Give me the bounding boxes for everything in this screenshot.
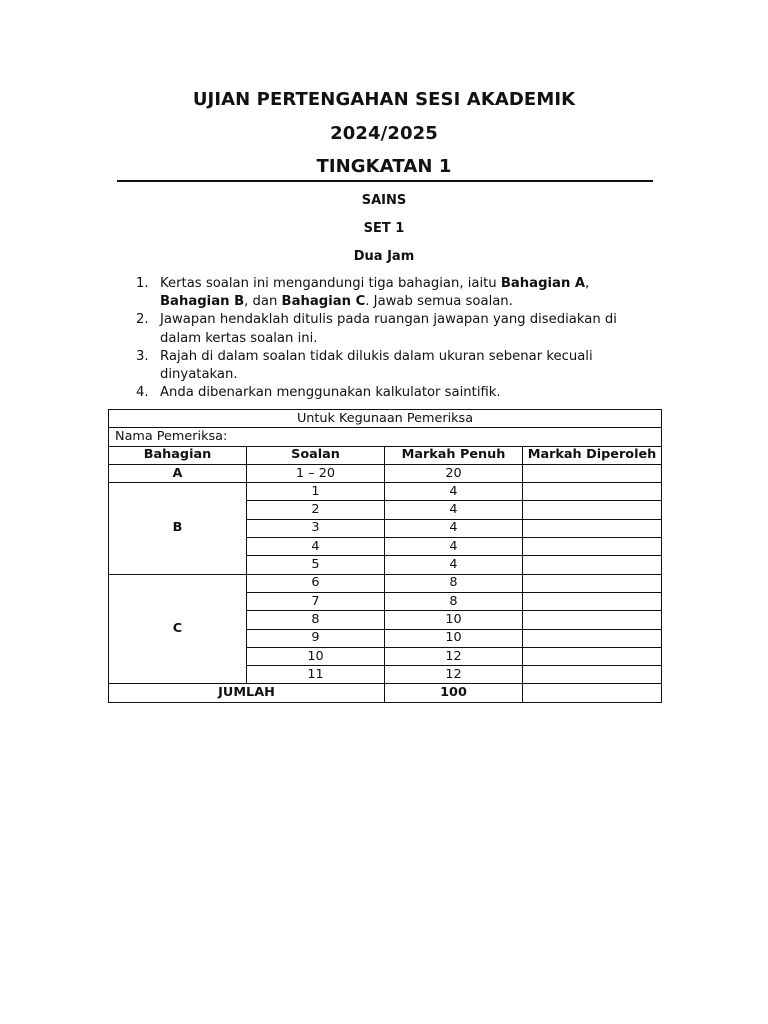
- full-marks: 10: [385, 611, 523, 629]
- question-number: 9: [247, 629, 385, 647]
- question-number: 4: [247, 538, 385, 556]
- instruction-bold-text: Bahagian A: [500, 276, 586, 291]
- obtained-marks: [523, 483, 662, 501]
- total-full-marks: 100: [385, 684, 523, 702]
- obtained-marks: [523, 592, 662, 610]
- obtained-marks: [523, 519, 662, 537]
- instruction-number: 4.: [136, 385, 149, 401]
- instruction-text: [160, 311, 656, 347]
- academic-year: 2024/2025: [330, 123, 438, 144]
- header-row: [109, 446, 662, 464]
- column-header: Soalan: [247, 446, 385, 464]
- total-label: JUMLAH: [109, 684, 385, 702]
- instruction-text-part: Anda dibenarkan menggunakan kalkulator saintifik.: [160, 385, 501, 401]
- marks-table: [108, 409, 662, 703]
- total-row: [109, 684, 662, 702]
- question-number: 6: [247, 574, 385, 592]
- instruction-text-part: Kertas soalan ini mengandungi tiga bahagian, iaitu: [160, 276, 501, 291]
- table-caption: Untuk Kegunaan Pemeriksa: [109, 410, 662, 428]
- obtained-marks: [523, 574, 662, 592]
- full-marks: 4: [385, 483, 523, 501]
- question-number: 8: [247, 611, 385, 629]
- instruction-number: 2.: [136, 312, 149, 328]
- instruction-text-part: , dan: [244, 294, 282, 310]
- full-marks: 4: [385, 556, 523, 574]
- section-name: A: [109, 464, 247, 482]
- instruction-text: [160, 348, 656, 384]
- exam-title: UJIAN PERTENGAHAN SESI AKADEMIK: [192, 89, 576, 110]
- instruction-text-part: Jawapan hendaklah ditulis pada ruangan jawapan yang disediakan di dalam kertas soalan ini.: [160, 312, 617, 346]
- instruction-item: [136, 275, 656, 311]
- full-marks: 4: [385, 501, 523, 519]
- instruction-text: [160, 275, 656, 311]
- full-marks: 8: [385, 574, 523, 592]
- full-marks: 4: [385, 538, 523, 556]
- table-row: [109, 483, 662, 501]
- instruction-text-part: . Jawab semua soalan.: [365, 294, 513, 310]
- question-number: 1 – 20: [247, 464, 385, 482]
- instruction-number: 1.: [136, 276, 149, 291]
- column-header: Markah Penuh: [385, 446, 523, 464]
- instruction-text-part: Rajah di dalam soalan tidak dilukis dalam ukuran sebenar kecuali dinyatakan.: [160, 348, 593, 383]
- full-marks: 12: [385, 647, 523, 665]
- full-marks: 8: [385, 592, 523, 610]
- table-row: [109, 464, 662, 482]
- full-marks: 20: [385, 464, 523, 482]
- question-number: 5: [247, 556, 385, 574]
- title-divider: [117, 180, 653, 182]
- instructions-list: [136, 275, 656, 402]
- table-row: [109, 574, 662, 592]
- full-marks: 12: [385, 666, 523, 684]
- examiner-row: [109, 428, 662, 446]
- instruction-number: 3.: [136, 348, 149, 364]
- instruction-bold-text: Bahagian B: [160, 294, 245, 310]
- obtained-marks: [523, 611, 662, 629]
- instruction-item: [136, 348, 656, 384]
- caption-row: [109, 410, 662, 428]
- full-marks: 4: [385, 519, 523, 537]
- obtained-marks: [523, 556, 662, 574]
- obtained-marks: [523, 666, 662, 684]
- obtained-marks: [523, 629, 662, 647]
- question-number: 7: [247, 592, 385, 610]
- obtained-marks: [523, 538, 662, 556]
- subject-name: SAINS: [361, 193, 407, 208]
- obtained-marks: [523, 464, 662, 482]
- instruction-bold-text: Bahagian C: [281, 294, 366, 310]
- instruction-text: [160, 384, 656, 402]
- question-number: 11: [247, 666, 385, 684]
- instruction-text-part: ,: [585, 276, 590, 291]
- column-header: Bahagian: [109, 446, 247, 464]
- obtained-marks: [523, 501, 662, 519]
- total-obtained-marks: [523, 684, 662, 702]
- column-header: Markah Diperoleh: [523, 446, 662, 464]
- question-number: 2: [247, 501, 385, 519]
- instruction-item: [136, 311, 656, 347]
- duration: Dua Jam: [353, 249, 415, 264]
- section-name: C: [109, 574, 247, 684]
- question-number: 10: [247, 647, 385, 665]
- full-marks: 10: [385, 629, 523, 647]
- obtained-marks: [523, 647, 662, 665]
- examiner-name-label: Nama Pemeriksa:: [109, 428, 662, 446]
- instruction-item: [136, 384, 656, 402]
- set-label: SET 1: [363, 221, 405, 236]
- section-name: B: [109, 483, 247, 574]
- question-number: 3: [247, 519, 385, 537]
- form-level: TINGKATAN 1: [316, 156, 452, 177]
- question-number: 1: [247, 483, 385, 501]
